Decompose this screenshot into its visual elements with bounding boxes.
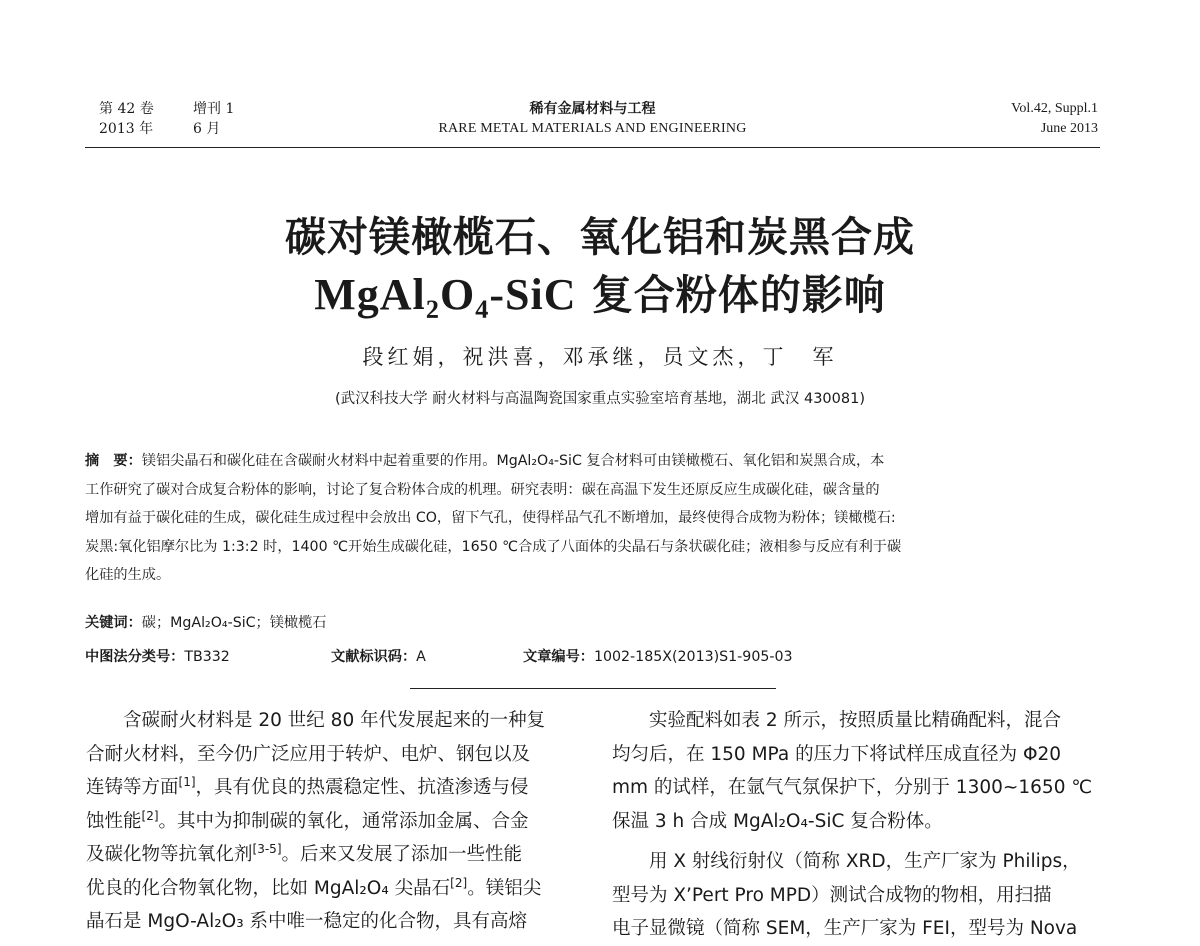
keywords-value: 碳；MgAl₂O₄-SiC；镁橄榄石	[141, 615, 327, 631]
body-text-line: 晶石是 MgO-Al₂O₃ 系中唯一稳定的化合物，具有高熔	[86, 911, 528, 932]
abstract	[85, 447, 1103, 590]
month-label: 6 月	[193, 121, 221, 137]
keywords-label: 关键词：	[85, 615, 142, 631]
volume-info-en	[1011, 99, 1098, 139]
title-line-2	[0, 266, 1200, 324]
keywords	[85, 612, 1103, 632]
citation-marker: [2]	[141, 808, 159, 823]
body-text-line: 电子显微镜（简称 SEM，生产厂家为 FEI，型号为 Nova	[612, 918, 1078, 939]
body-text-line: 及碳化物等抗氧化剂[3-5]。后来又发展了添加一些性能	[86, 841, 523, 865]
doc-code-value: A	[416, 649, 426, 665]
body-text-line: 实验配料如表 2 所示，按照质量比精确配料，混合	[612, 710, 1062, 731]
author-list: 段红娟，祝洪喜，邓承继，员文杰，丁 军	[362, 345, 838, 369]
body-text-line: 合耐火材料，至今仍广泛应用于转炉、电炉、钢包以及	[86, 743, 531, 765]
abstract-line: 化硅的生成。	[85, 567, 171, 583]
body-text-line: 型号为 X’Pert Pro MPD）测试合成物的物相，用扫描	[612, 884, 1052, 906]
paper-title	[0, 208, 1200, 324]
affiliation: (武汉科技大学 耐火材料与高温陶瓷国家重点实验室培育基地，湖北 武汉 430081)	[335, 391, 865, 407]
clc-label: 中图法分类号：	[85, 649, 185, 665]
body-column-right	[612, 704, 1106, 946]
clc-value: TB332	[184, 649, 230, 665]
abstract-line: 增加有益于碳化硅的生成，碳化硅生成过程中会放出 CO，留下气孔，使得样品气孔不断增加，最终使得合成物为粉体；镁橄榄石:	[85, 510, 896, 526]
running-header	[85, 99, 1100, 148]
body-text-line: mm 的试样，在氩气气氛保护下，分别于 1300~1650 ℃	[612, 777, 1093, 798]
clc-code	[85, 646, 230, 666]
abstract-label: 摘 要：	[85, 453, 142, 469]
doc-code	[331, 646, 426, 666]
abstract-text: 镁铝尖晶石和碳化硅在含碳耐火材料中起着重要的作用。MgAl₂O₄-SiC 复合材料可由镁橄榄石、氧化铝和炭黑合成，本	[141, 453, 885, 469]
abstract-line	[85, 447, 1103, 476]
volume-en: Vol.42, Suppl.1	[1011, 101, 1098, 116]
citation-marker: [3-5]	[252, 841, 282, 856]
body-text-line: 含碳耐火材料是 20 世纪 80 年代发展起来的一种复	[86, 710, 546, 731]
issue-label: 增刊 1	[193, 101, 235, 117]
article-number-value: 1002-185X(2013)S1-905-03	[593, 649, 793, 665]
body-text-line: 用 X 射线衍射仪（简称 XRD，生产厂家为 Philips，	[612, 851, 1081, 872]
year-label: 2013 年	[99, 121, 154, 137]
journal-name-en: RARE METAL MATERIALS AND ENGINEERING	[438, 121, 747, 136]
title-line-2-text: 复合粉体的影响	[576, 271, 886, 319]
abstract-line: 炭黑:氧化铝摩尔比为 1:3:2 时，1400 ℃开始生成碳化硅，1650 ℃合成了八面体的尖晶石与条状碳化硅；液相参与反应有利于碳	[85, 538, 902, 555]
body-text-line: 均匀后，在 150 MPa 的压力下将试样压成直径为 Φ20	[612, 743, 1062, 765]
body-text-line: 连铸等方面[1]，具有优良的热震稳定性、抗渣渗透与侵	[86, 774, 529, 798]
body-text-line	[612, 838, 1106, 845]
title-line-1: 碳对镁橄榄石、氧化铝和炭黑合成	[285, 213, 915, 261]
title-chem-formula: MgAl₂O₄-SiC	[314, 270, 577, 319]
citation-marker: [2]	[450, 875, 468, 890]
doc-code-label: 文献标识码：	[331, 649, 417, 665]
date-en: June 2013	[1040, 121, 1098, 136]
body-column-left	[86, 704, 580, 939]
body-text-line: 蚀性能[2]。其中为抑制碳的氧化，通常添加金属、合金	[86, 808, 529, 832]
article-number	[523, 646, 793, 666]
volume-label: 第 42 卷	[99, 101, 154, 117]
body-text-line: 优良的化合物氧化物，比如 MgAl₂O₄ 尖晶石[2]。镁铝尖	[86, 875, 542, 899]
journal-name-cn: 稀有金属材料与工程	[529, 101, 656, 117]
body-text-line: 保温 3 h 合成 MgAl₂O₄-SiC 复合粉体。	[612, 810, 943, 832]
article-number-label: 文章编号：	[523, 649, 594, 665]
citation-marker: [1]	[178, 774, 196, 789]
section-divider	[410, 688, 776, 689]
abstract-line: 工作研究了碳对合成复合粉体的影响，讨论了复合粉体合成的机理。研究表明：碳在高温下发生还原反应生成碳化硅，碳含量的	[85, 481, 880, 498]
journal-name	[85, 99, 1100, 139]
